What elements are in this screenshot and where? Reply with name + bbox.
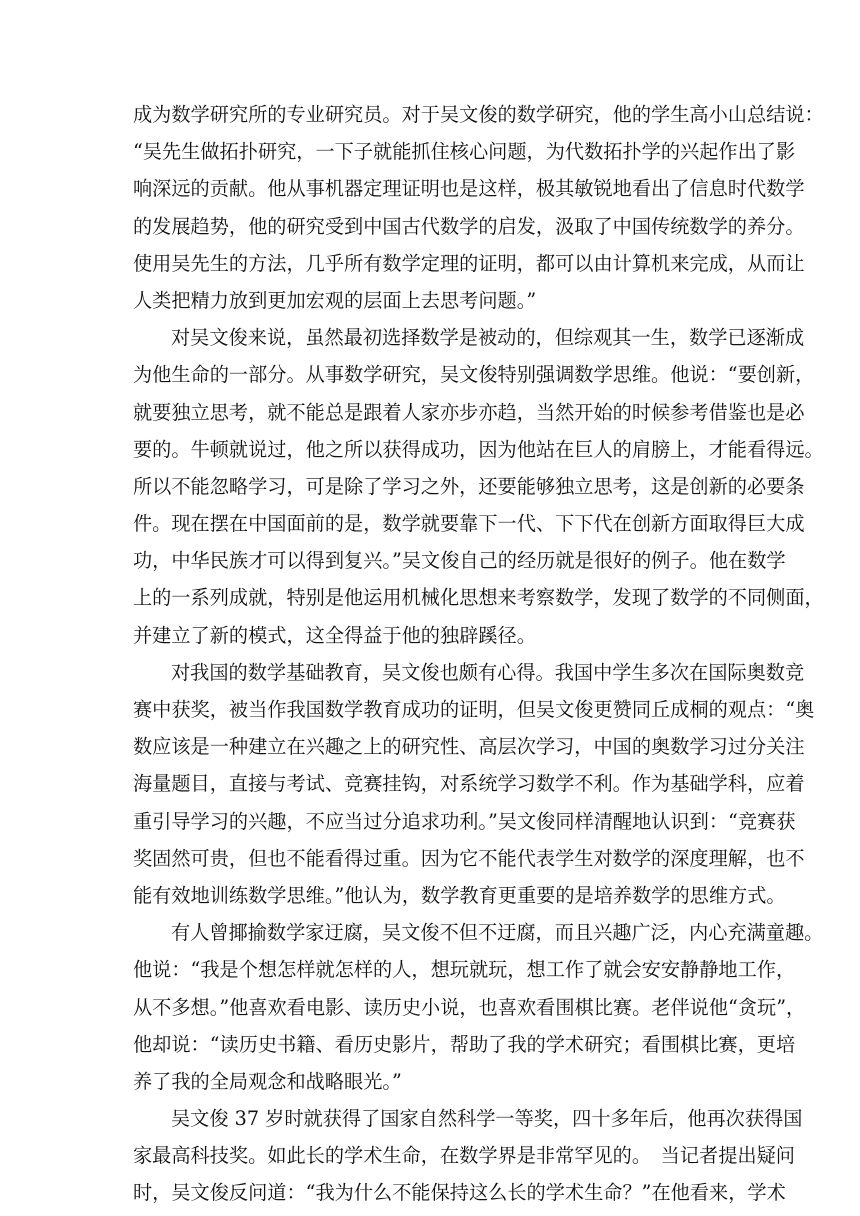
text-line: 赛中获奖，被当作我国数学教育成功的证明，但吴文俊更赞同丘成桐的观点：“奥 [133,698,815,721]
text-line: 成为数学研究所的专业研究员。对于吴文俊的数学研究，他的学生高小山总结说： [133,103,824,126]
text-line: 使用吴先生的方法，几乎所有数学定理的证明，都可以由计算机来完成，从而让 [133,251,805,275]
text-line: 件。现在摆在中国面前的是，数学就要靠下一代、下下代在创新方面取得巨大成 [133,512,805,536]
text-line: 的发展趋势，他的研究受到中国古代数学的启发，汲取了中国传统数学的养分。 [133,214,805,238]
text-line: 功，中华民族才可以得到复兴。”吴文俊自己的经历就是很好的例子。他在数学 [133,549,786,573]
text-line: 时，吴文俊反问道：“我为什么不能保持这么长的学术生命？”在他看来，学术 [133,1181,786,1205]
text-line: 并建立了新的模式，这全得益于他的独辟蹊径。 [133,623,536,647]
paragraph-first-line: 对吴文俊来说，虽然最初选择数学是被动的，但综观其一生，数学已逐渐成 [171,326,805,350]
text-line: 海量题目，直接与考试、竞赛挂钩，对系统学习数学不利。作为基础学科，应着 [133,772,805,796]
text-line: 所以不能忽略学习，可是除了学习之外，还要能够独立思考，这是创新的必要条 [133,474,805,498]
text-line: 响深远的贡献。他从事机器定理证明也是这样，极其敏锐地看出了信息时代数学 [133,177,805,201]
text-line: 能有效地训练数学思维。”他认为，数学教育更重要的是培养数学的思维方式。 [133,883,786,907]
text-line: 要的。牛顿就说过，他之所以获得成功，因为他站在巨人的肩膀上，才能看得远。 [133,437,824,461]
text-line: 为他生命的一部分。从事数学研究，吴文俊特别强调数学思维。他说：“要创新， [133,363,815,387]
article-body [133,96,824,1212]
text-line: 上的一系列成就，特别是他运用机械化思想来考察数学，发现了数学的不同侧面， [133,586,824,610]
text-line: 人类把精力放到更加宏观的层面上去思考问题。” [133,288,537,312]
paragraph-first-line: 有人曾揶揄数学家迂腐，吴文俊不但不迂腐，而且兴趣广泛，内心充满童趣。 [171,921,824,945]
paragraph-first-line: 对我国的数学基础教育，吴文俊也颇有心得。我国中学生多次在国际奥数竞 [171,660,805,684]
text-line: 家最高科技奖。如此长的学术生命，在数学界是非常罕见的。 当记者提出疑问 [133,1144,795,1168]
text-line: 就要独立思考，就不能总是跟着人家亦步亦趋，当然开始的时候参考借鉴也是必 [133,400,805,424]
text-line: 他却说：“读历史书籍、看历史影片，帮助了我的学术研究；看围棋比赛，更培 [133,1032,796,1056]
text-line: 从不多想。”他喜欢看电影、读历史小说，也喜欢看围棋比赛。老伴说他“贪玩”， [133,995,806,1019]
text-line: “吴先生做拓扑研究，一下子就能抓住核心问题，为代数拓扑学的兴起作出了影 [133,140,796,164]
text-line: 养了我的全局观念和战略眼光。” [133,1069,402,1093]
paragraph-first-line: 吴文俊 37 岁时就获得了国家自然科学一等奖，四十多年后，他再次获得国 [171,1107,803,1131]
text-line: 数应该是一种建立在兴趣之上的研究性、高层次学习，中国的奥数学习过分关注 [133,735,805,759]
text-line: 奖固然可贵，但也不能看得过重。因为它不能代表学生对数学的深度理解，也不 [133,846,805,870]
text-line: 他说：“我是个想怎样就怎样的人，想玩就玩，想工作了就会安安静静地工作， [133,958,796,982]
text-line: 重引导学习的兴趣，不应当过分追求功利。”吴文俊同样清醒地认识到：“竞赛获 [133,809,796,833]
